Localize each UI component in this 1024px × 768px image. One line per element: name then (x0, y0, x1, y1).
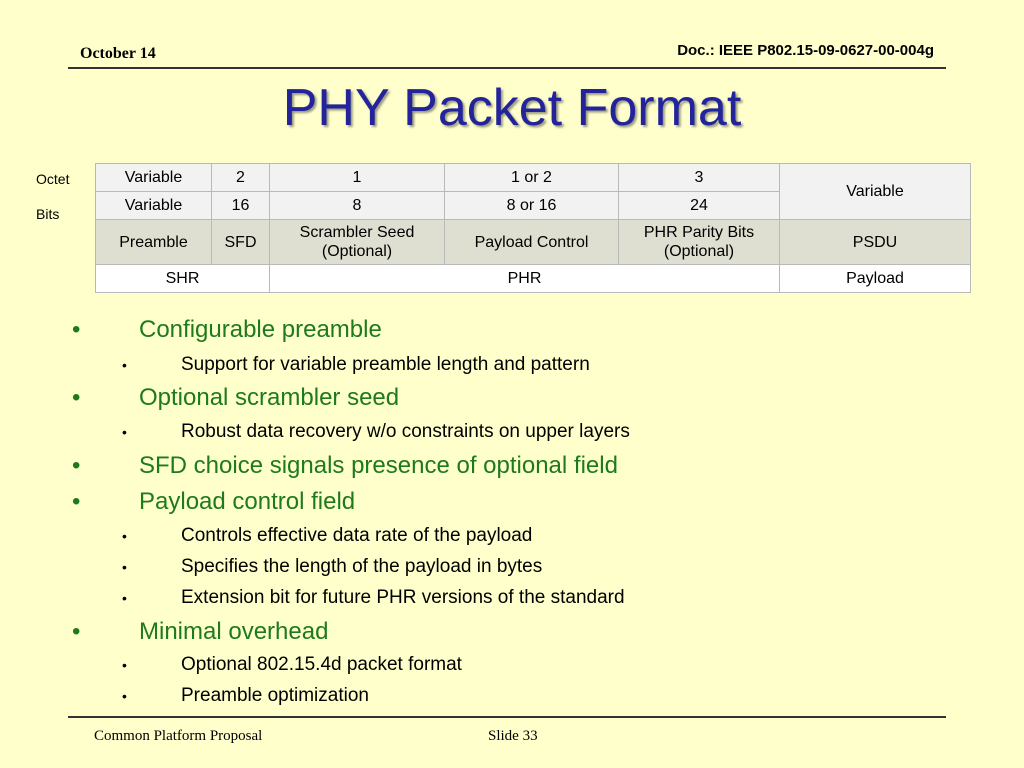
table-cell: Scrambler Seed (Optional) (270, 220, 445, 265)
sub-bullet-text: Optional 802.15.4d packet format (181, 654, 462, 675)
packet-format-table (95, 163, 971, 293)
sub-bullet-dot: • (122, 657, 127, 673)
sub-bullet-text: Extension bit for future PHR versions of the standard (181, 587, 625, 608)
bullet-text: Configurable preamble (139, 316, 382, 343)
footer-rule (68, 716, 946, 718)
header-rule (68, 67, 946, 69)
sub-bullet-dot: • (122, 357, 127, 373)
sub-bullet-text: Preamble optimization (181, 685, 369, 706)
bullet-dot: • (72, 316, 81, 343)
bullet-dot: • (72, 618, 81, 645)
slide-number: Slide 33 (488, 728, 538, 744)
sub-bullet-dot: • (122, 590, 127, 606)
footer-title: Common Platform Proposal (94, 728, 263, 744)
table-cell: 1 (270, 164, 445, 192)
bullet-dot: • (72, 452, 81, 479)
field-row (96, 220, 971, 265)
table-cell: Variable (780, 164, 971, 220)
bullet-text: SFD choice signals presence of optional field (139, 452, 618, 479)
table-cell: 24 (619, 192, 780, 220)
group-row (96, 265, 971, 293)
table-cell: 8 or 16 (445, 192, 619, 220)
octet-row (96, 164, 971, 192)
table-cell: 3 (619, 164, 780, 192)
table-cell: 2 (212, 164, 270, 192)
header-date: October 14 (80, 45, 156, 62)
sub-bullet-dot: • (122, 424, 127, 440)
table-cell: Variable (96, 192, 212, 220)
table-cell: Preamble (96, 220, 212, 265)
sub-bullet-dot: • (122, 559, 127, 575)
sub-bullet-text: Robust data recovery w/o constraints on upper layers (181, 421, 630, 442)
bullet-dot: • (72, 488, 81, 515)
slide-title: PHY Packet Format (282, 79, 742, 137)
bullet-text: Optional scrambler seed (139, 384, 400, 411)
row-label-bits: Bits (36, 206, 60, 222)
bullet-text: Payload control field (139, 488, 356, 515)
bullet-dot: • (72, 384, 81, 411)
sub-bullet-dot: • (122, 688, 127, 704)
table-cell: PHR Parity Bits (Optional) (619, 220, 780, 265)
header-doc-id: Doc.: IEEE P802.15-09-0627-00-004g (677, 42, 934, 59)
table-cell: SFD (212, 220, 270, 265)
sub-bullet-text: Specifies the length of the payload in bytes (181, 556, 543, 577)
table-cell: SHR (96, 265, 270, 293)
table-cell: Payload Control (445, 220, 619, 265)
table-cell: Variable (96, 164, 212, 192)
sub-bullet-dot: • (122, 528, 127, 544)
table-cell: 8 (270, 192, 445, 220)
sub-bullet-text: Support for variable preamble length and pattern (181, 354, 590, 375)
sub-bullet-text: Controls effective data rate of the payload (181, 525, 533, 546)
bullet-text: Minimal overhead (139, 618, 329, 645)
table-cell: PSDU (780, 220, 971, 265)
table-cell: Payload (780, 265, 971, 293)
row-label-octet: Octet (36, 171, 70, 187)
table-cell: 16 (212, 192, 270, 220)
table-cell: PHR (270, 265, 780, 293)
table-cell: 1 or 2 (445, 164, 619, 192)
